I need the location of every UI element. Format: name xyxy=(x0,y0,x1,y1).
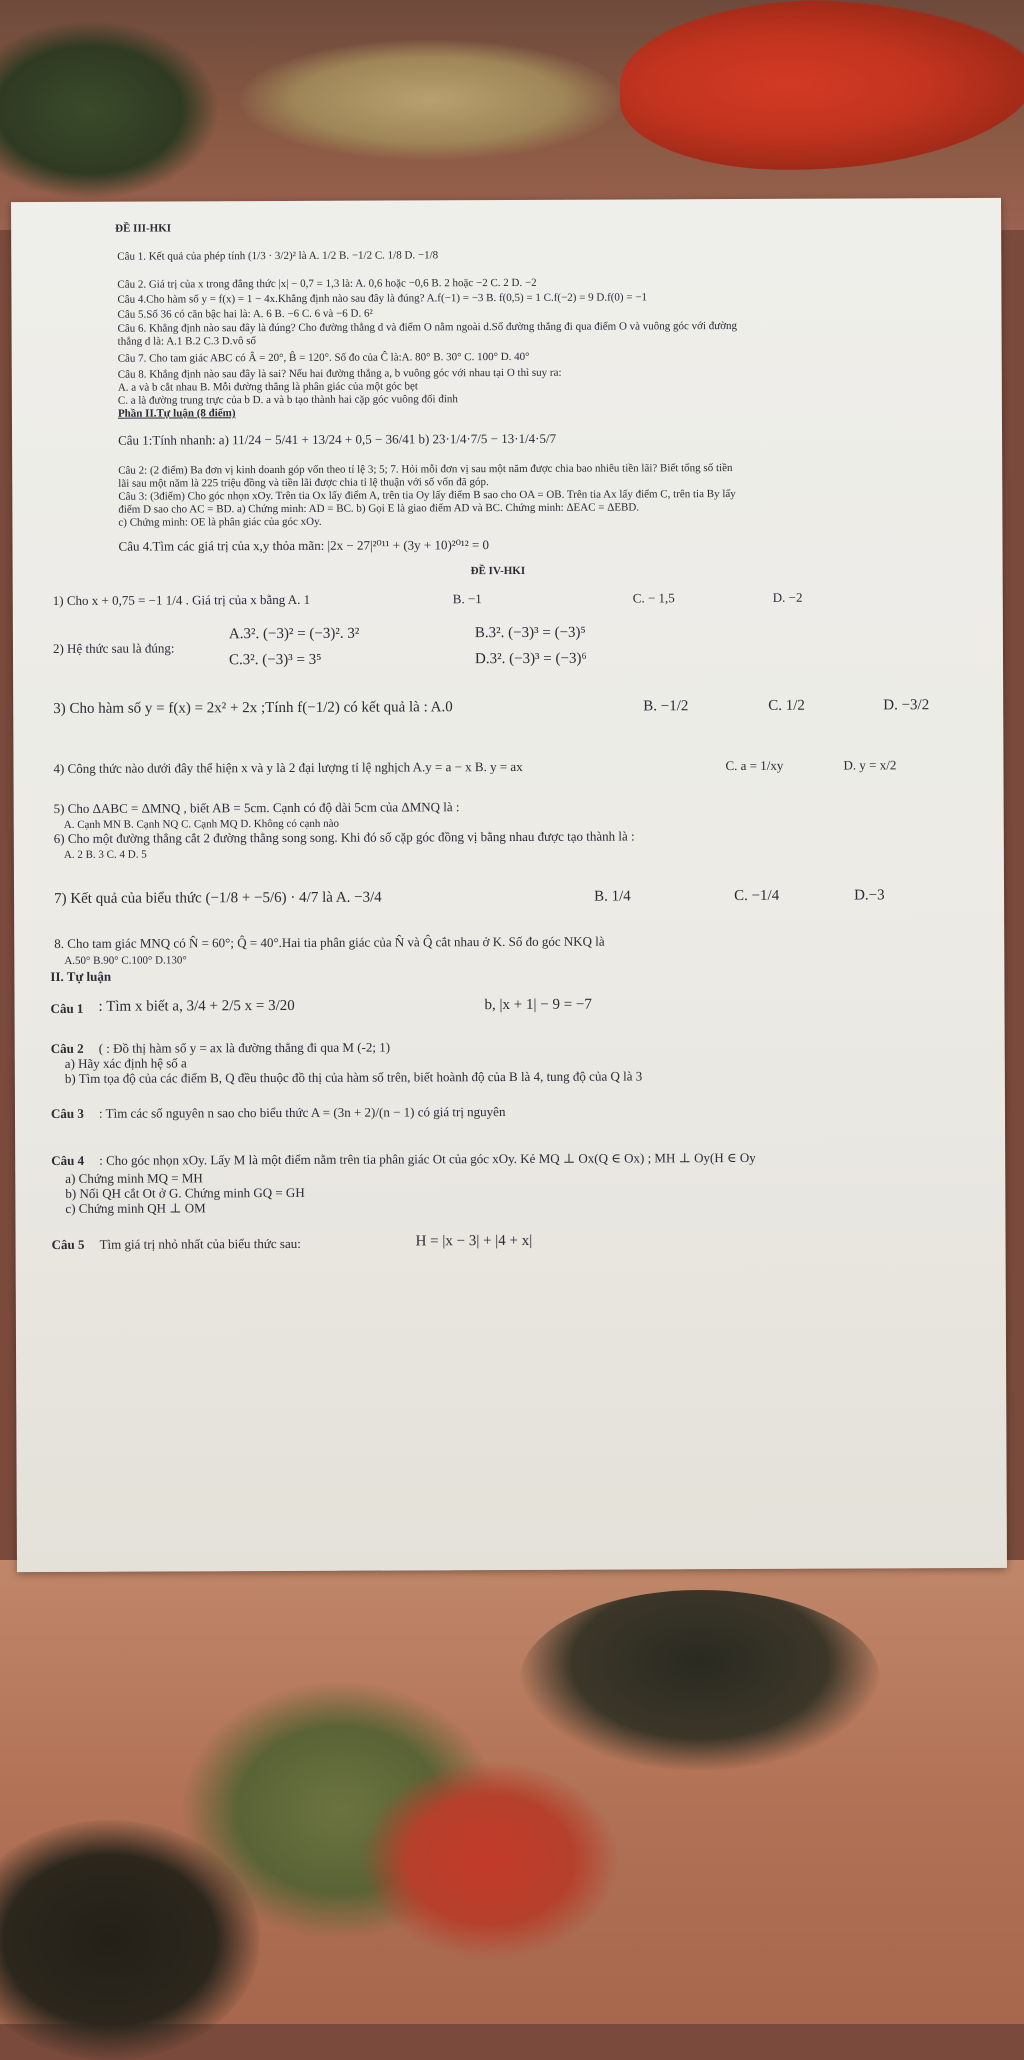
exam3-essay-2-cont: lãi sau một năm là 225 triệu đồng và tiền lãi được chia tỉ lệ thuận với số vốn đã góp. xyxy=(118,476,489,490)
exam4-q1-stem: 1) Cho x + 0,75 = −1 1/4 . Giá trị của x bằng A. 1 xyxy=(52,591,311,608)
exam3-essay-2: Câu 2: (2 điểm) Ba đơn vị kinh doanh góp vốn theo tỉ lệ 3; 5; 7. Hỏi mỗi đơn vị sau một năm được chia bao nhiêu tiền lãi? Biết tổng số tiền xyxy=(118,462,733,477)
exam4-essay-2-part-b: b) Tìm tọa độ của các điểm B, Q đều thuộc đồ thị của hàm số trên, biết hoành độ của B là 4, tung độ của Q là 3 xyxy=(64,1068,643,1086)
exam4-q5-options: A. Cạnh MN B. Cạnh NQ C. Cạnh MQ D. Không có cạnh nào xyxy=(63,817,340,831)
exam4-q1-option-b: B. −1 xyxy=(452,591,482,607)
exam3-question-6: Câu 6. Khẳng định nào sau đây là đúng? Cho đường thẳng d và điểm O nằm ngoài d.Số đường thẳng đi qua điểm O và vuông góc với đường xyxy=(117,319,738,335)
exam4-q2-option-b: B.3². (−3)³ = (−3)⁵ xyxy=(474,624,586,642)
exam4-q4-stem: 4) Công thức nào dưới đây thể hiện x và y là 2 đại lượng tỉ lệ nghịch A.y = a − x B. y = ax xyxy=(53,758,523,776)
exam4-q4-option-c: C. a = 1/xy xyxy=(725,757,784,774)
exam4-essay-2-text: ( : Đồ thị hàm số y = ax là đường thẳng đi qua M (-2; 1) xyxy=(98,1039,391,1056)
exam-paper xyxy=(11,198,1007,1572)
exam3-question-6-options: thẳng d là: A.1 B.2 C.3 D.vô số xyxy=(117,335,257,348)
cloth-pattern-dark-leaf xyxy=(520,1590,880,1770)
exam4-essay-4-part-a: a) Chứng minh MQ = MH xyxy=(65,1170,203,1186)
exam-title-3: ĐỀ III-HKI xyxy=(115,222,172,235)
exam4-q7-option-b: B. 1/4 xyxy=(594,888,631,905)
exam4-essay-4-text: : Cho góc nhọn xOy. Lấy M là một điểm nằm trên tia phân giác Ot của góc xOy. Kẻ MQ ⊥ Ox(Q ∈ Ox) ; MH ⊥ Oy(H ∈ Oy xyxy=(99,1149,756,1168)
exam3-essay-3-part-c: c) Chứng minh: OE là phân giác của góc xOy. xyxy=(118,515,322,529)
exam3-question-8: Câu 8. Khẳng định nào sau đây là sai? Nếu hai đường thẳng a, b vuông góc với nhau tại O thì suy ra: xyxy=(117,366,562,381)
exam3-question-7: Câu 7. Cho tam giác ABC có Â = 20°, B̂ = 120°. Số đo của Ĉ là:A. 80° B. 30° C. 100° D. 40° xyxy=(117,350,530,365)
exam3-part2-heading: Phần II.Tự luận (8 điểm) xyxy=(117,407,236,420)
exam4-q1-option-d: D. −2 xyxy=(772,589,803,605)
exam3-essay-4: Câu 4.Tìm các giá trị của x,y thỏa mãn: |2x − 27|²⁰¹¹ + (3y + 10)²⁰¹² = 0 xyxy=(118,537,490,554)
exam4-essay-2-label: Câu 2 xyxy=(50,1040,84,1057)
exam4-essay-1-label: Câu 1 xyxy=(50,1000,84,1017)
exam3-question-5: Câu 5.Số 36 có căn bậc hai là: A. 6 B. −6 C. 6 và −6 D. 6² xyxy=(117,307,373,321)
exam4-essay-3-label: Câu 3 xyxy=(50,1105,84,1122)
exam3-question-2: Câu 2. Giá trị của x trong đẳng thức |x| − 0,7 = 1,3 là: A. 0,6 hoặc −0,6 B. 2 hoặc −2 C. 2 D. −2 xyxy=(117,276,537,291)
exam-title-4: ĐỀ IV-HKI xyxy=(470,564,526,578)
exam3-question-1: Câu 1. Kết quả của phép tính (1/3 · 3/2)² là A. 1/2 B. −1/2 C. 1/8 D. −1/8 xyxy=(117,249,439,263)
cloth-pattern-red-flower xyxy=(620,0,1024,170)
exam4-essay-1-text: : Tìm x biết a, 3/4 + 2/5 x = 3/20 xyxy=(98,997,295,1015)
exam4-q3-stem: 3) Cho hàm số y = f(x) = 2x² + 2x ;Tính f(−1/2) có kết quả là : A.0 xyxy=(53,699,453,717)
exam4-q7-stem: 7) Kết quả của biểu thức (−1/8 + −5/6) · 4/7 là A. −3/4 xyxy=(54,889,382,907)
exam4-essay-5-expression: H = |x − 3| + |4 + x| xyxy=(415,1232,533,1250)
exam4-essay-4-label: Câu 4 xyxy=(51,1152,85,1169)
exam4-q6-options: A. 2 B. 3 C. 4 D. 5 xyxy=(63,848,147,861)
exam4-essay-3-text: : Tìm các số nguyên n sao cho biểu thức A = (3n + 2)/(n − 1) có giá trị nguyên xyxy=(98,1104,506,1121)
cloth-pattern-dark xyxy=(0,20,220,200)
exam4-q8-options: A.50° B.90° C.100° D.130° xyxy=(64,954,187,967)
exam4-essay-4-part-b: b) Nối QH cắt Ot ở G. Chứng minh GQ = GH xyxy=(65,1184,305,1201)
exam3-question-8-options-ab: A. a và b cắt nhau B. Mỗi đường thẳng là phân giác của một góc bẹt xyxy=(117,380,419,394)
exam4-q4-option-d: D. y = x/2 xyxy=(843,757,897,773)
background-cloth-top xyxy=(0,0,1024,230)
exam4-q3-option-d: D. −3/2 xyxy=(883,697,930,714)
exam4-q7-option-c: C. −1/4 xyxy=(734,887,780,905)
exam3-question-4: Câu 4.Cho hàm số y = f(x) = 1 − 4x.Khẳng định nào sau đây là đúng? A.f(−1) = −3 B. f(0,5) = 1 C.f(−2) = 9 D.f(0) = −1 xyxy=(117,291,648,306)
exam3-essay-3-parts: điểm D sao cho AC = BD. a) Chứng minh: AD = BC. b) Gọi E là giao điểm AD và BC. Chứng minh: ΔEAC = ΔEBD. xyxy=(118,501,640,516)
exam3-question-8-options-cd: C. a là đường trung trực của b D. a và b tạo thành hai cặp góc vuông đối đỉnh xyxy=(117,393,458,407)
exam4-q8-stem: 8. Cho tam giác MNQ có N̂ = 60°; Q̂ = 40°.Hai tia phân giác của N̂ và Q̂ cắt nhau ở K. Số đo góc NKQ là xyxy=(54,933,605,951)
exam4-q3-option-b: B. −1/2 xyxy=(643,698,689,715)
exam4-essay-4-part-c: c) Chứng minh QH ⊥ OM xyxy=(65,1200,206,1216)
exam4-q6-stem: 6) Cho một đường thẳng cắt 2 đường thẳng song song. Khi đó số cặp góc đồng vị bằng nhau được tạo thành là : xyxy=(53,828,635,846)
exam4-part2-heading: II. Tự luận xyxy=(50,968,112,985)
exam4-q2-option-d: D.3². (−3)³ = (−3)⁶ xyxy=(474,650,587,668)
cloth-pattern-leaf xyxy=(240,40,620,160)
exam4-q7-option-d: D.−3 xyxy=(854,887,885,904)
exam4-q1-option-c: C. − 1,5 xyxy=(632,590,675,606)
exam4-essay-2-part-a: a) Hãy xác định hệ số a xyxy=(64,1055,187,1071)
exam4-q2-option-a: A.3². (−3)² = (−3)². 3² xyxy=(228,625,360,643)
exam4-essay-1-part-b: b, |x + 1| − 9 = −7 xyxy=(484,996,592,1014)
exam4-essay-5-label: Câu 5 xyxy=(51,1236,85,1252)
exam4-q2-stem: 2) Hệ thức sau là đúng: xyxy=(52,640,175,656)
cloth-pattern-red-flower xyxy=(360,1760,620,1960)
background-cloth-bottom xyxy=(0,1560,1024,2024)
exam3-essay-3: Câu 3: (3điểm) Cho góc nhọn xOy. Trên tia Ox lấy điểm A, trên tia Oy lấy điểm B sao cho OA = OB. Trên tia Ax lấy điểm C, trên tia By lấy xyxy=(118,488,736,503)
exam4-essay-5-text: Tìm giá trị nhỏ nhất của biểu thức sau: xyxy=(99,1235,301,1252)
exam4-q2-option-c: C.3². (−3)³ = 3⁵ xyxy=(228,651,322,669)
exam3-essay-1: Câu 1:Tính nhanh: a) 11/24 − 5/41 + 13/24 + 0,5 − 36/41 b) 23·1/4·7/5 − 13·1/4·5/7 xyxy=(118,430,557,448)
exam4-q5-stem: 5) Cho ΔABC = ΔMNQ , biết AB = 5cm. Cạnh có độ dài 5cm của ΔMNQ là : xyxy=(53,799,460,816)
exam4-q3-option-c: C. 1/2 xyxy=(768,697,805,714)
